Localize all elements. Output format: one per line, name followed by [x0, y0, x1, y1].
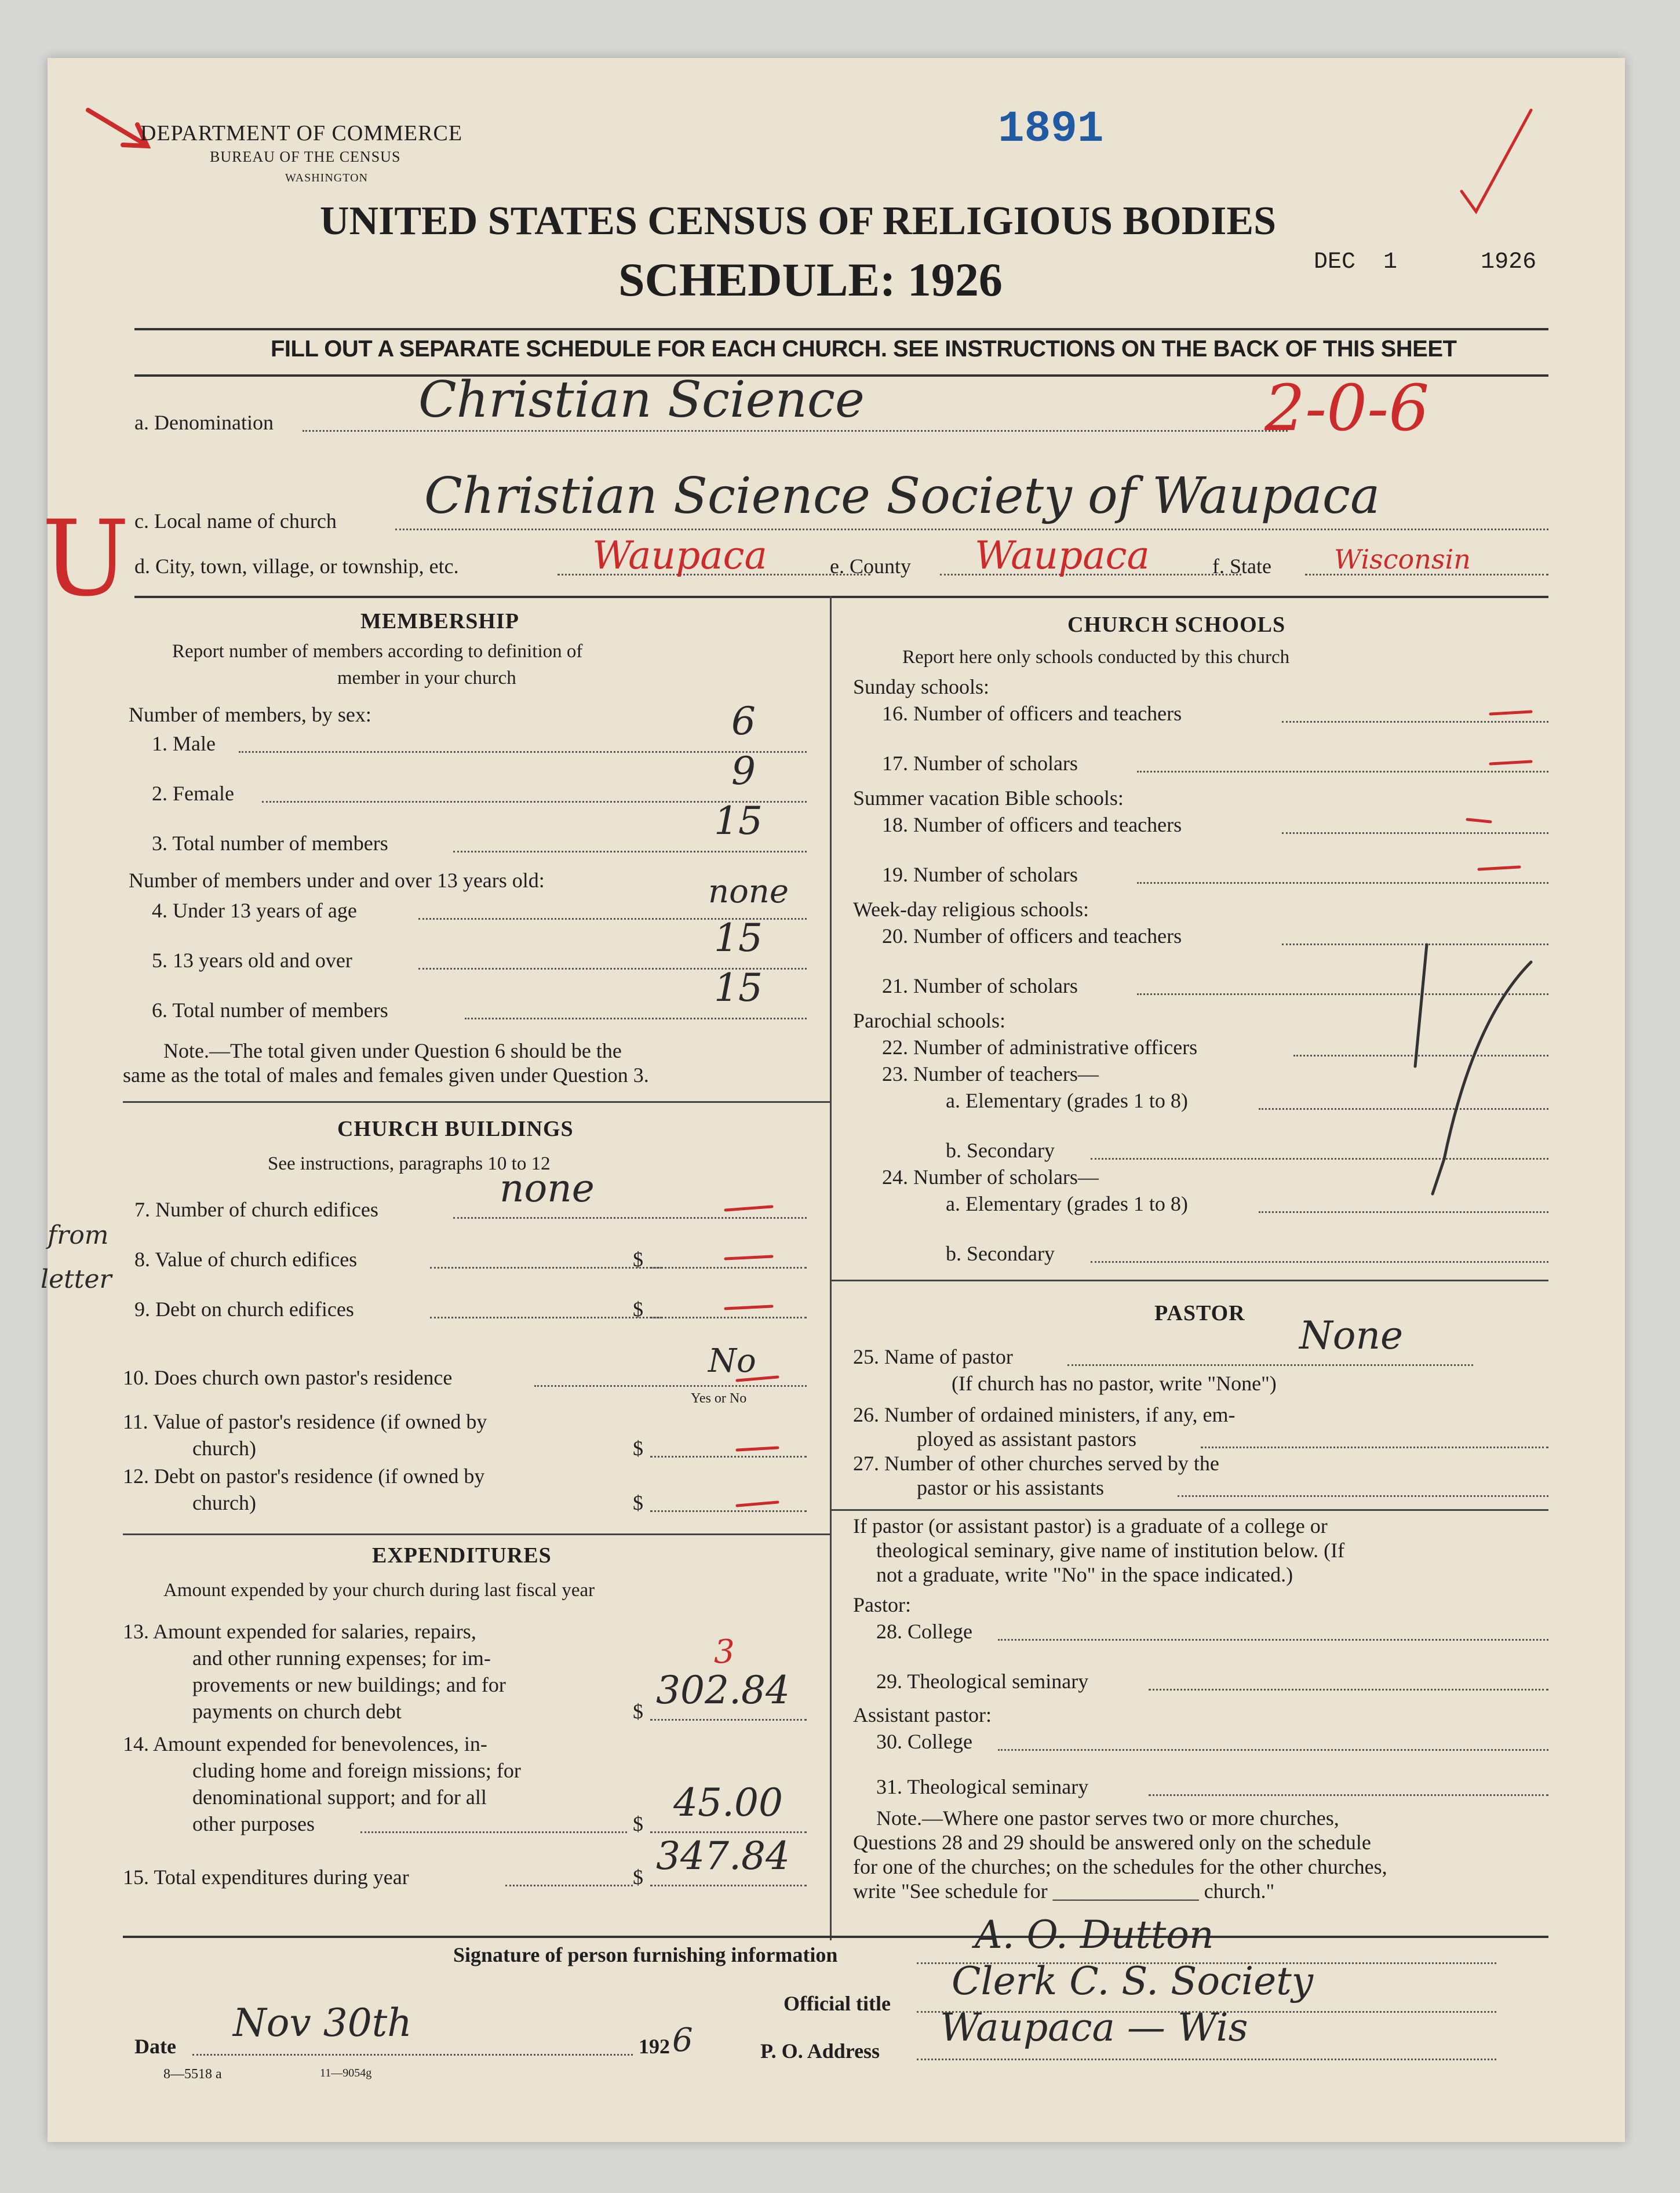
q15-label: 15. Total expenditures during year [123, 1866, 409, 1889]
q1-line [239, 751, 807, 753]
city-value: Waupaca [592, 533, 767, 578]
rule [123, 1101, 830, 1103]
q14-label-c: denominational support; and for all [192, 1786, 487, 1809]
city-label: d. City, town, village, or township, etc. [134, 555, 459, 578]
po-address-value: Waupaca — Wis [940, 2005, 1248, 2050]
school-marks [1346, 695, 1554, 1217]
q8-line [430, 1267, 662, 1269]
schools-heading: CHURCH SCHOOLS [1067, 613, 1286, 637]
q7-value: none [500, 1166, 595, 1211]
q21-label: 21. Number of scholars [882, 974, 1078, 997]
q30-line [998, 1749, 1548, 1751]
official-title-label: Official title [783, 1992, 891, 2015]
q18-label: 18. Number of officers and teachers [882, 813, 1182, 836]
official-title-value: Clerk C. S. Society [952, 1959, 1314, 2003]
sunday-label: Sunday schools: [853, 675, 990, 698]
column-divider [830, 596, 832, 1940]
q15-value-line [650, 1885, 807, 1886]
church-name-label: c. Local name of church [134, 509, 337, 533]
county-label: e. County [830, 555, 911, 578]
washington-line: WASHINGTON [285, 172, 368, 184]
rule [134, 596, 1548, 598]
membership-note2: same as the total of males and females given under Question 3. [123, 1063, 649, 1087]
q24-label: 24. Number of scholars— [882, 1165, 1099, 1189]
by-sex-label: Number of members, by sex: [129, 703, 371, 726]
church-name-value: Christian Science Society of Waupaca [424, 467, 1380, 525]
membership-heading: MEMBERSHIP [360, 609, 519, 633]
rule [123, 1533, 830, 1535]
schools-sub: Report here only schools conducted by this church [902, 647, 1290, 668]
rule [134, 328, 1548, 330]
q11-label-a: 11. Value of pastor's residence (if owned by [123, 1410, 487, 1433]
q31-label: 31. Theological seminary [876, 1775, 1089, 1798]
denomination-label: a. Denomination [134, 411, 274, 434]
q7-label: 7. Number of church edifices [134, 1198, 378, 1221]
denomination-value: Christian Science [418, 371, 865, 429]
q17-label: 17. Number of scholars [882, 752, 1078, 775]
q6-label: 6. Total number of members [152, 999, 388, 1022]
signature-value: A. O. Dutton [975, 1913, 1214, 1957]
age-intro-label: Number of members under and over 13 years old: [129, 869, 545, 892]
q9-dollar: $ [633, 1298, 643, 1321]
q13-red-mark: 3 [714, 1633, 735, 1671]
form-number: 8—5518 a [163, 2067, 222, 2082]
q26-label-b: ployed as assistant pastors [917, 1427, 1136, 1451]
date-stamp-year: 1926 [1481, 249, 1537, 275]
q6-line [465, 1018, 807, 1019]
q14-line [360, 1831, 627, 1833]
q14-value: 45.00 [673, 1780, 783, 1825]
pastor-note-1: Note.—Where one pastor serves two or more churches, [876, 1806, 1339, 1830]
q24b-line [1091, 1261, 1548, 1263]
membership-sub1: Report number of members according to definition of [172, 641, 583, 662]
pastor-heading: PASTOR [1154, 1301, 1245, 1325]
date-value: Nov 30th [233, 2001, 412, 2045]
q13-value-line [650, 1719, 807, 1721]
pastor-note-3: for one of the churches; on the schedules for the other churches, [853, 1855, 1387, 1878]
q28-label: 28. College [876, 1620, 972, 1643]
q13-dollar: $ [633, 1700, 643, 1723]
margin-note-from: from [48, 1221, 109, 1250]
yes-or-no-caption: Yes or No [691, 1391, 747, 1406]
pastor-note-2: Questions 28 and 29 should be answered only on the schedule [853, 1831, 1371, 1854]
u-mark: U [42, 498, 130, 620]
q13-label-b: and other running expenses; for im- [192, 1646, 491, 1670]
census-form-sheet [41, 58, 1625, 2142]
q14-label-d: other purposes [192, 1812, 315, 1835]
schedule-title: SCHEDULE: 1926 [618, 253, 1003, 306]
po-address-line [917, 2059, 1496, 2060]
q24a-label: a. Elementary (grades 1 to 8) [946, 1192, 1188, 1215]
q13-value: 302.84 [656, 1668, 790, 1713]
q8-label: 8. Value of church edifices [134, 1248, 358, 1271]
church-name-line [395, 529, 1548, 530]
q16-label: 16. Number of officers and teachers [882, 702, 1182, 725]
signature-label: Signature of person furnishing information [453, 1943, 838, 1966]
buildings-heading: CHURCH BUILDINGS [337, 1117, 574, 1141]
bureau-line: BUREAU OF THE CENSUS [210, 148, 401, 165]
parochial-label: Parochial schools: [853, 1009, 1005, 1032]
q29-line [1149, 1689, 1548, 1691]
q23a-label: a. Elementary (grades 1 to 8) [946, 1089, 1188, 1112]
print-number: 11—9054g [320, 2067, 372, 2079]
instruction-line: FILL OUT A SEPARATE SCHEDULE FOR EACH CHURCH. SEE INSTRUCTIONS ON THE BACK OF THIS SHEET [271, 336, 1457, 362]
q12-label-b: church) [192, 1491, 256, 1514]
q25-label: 25. Name of pastor [853, 1345, 1013, 1368]
q13-label-d: payments on church debt [192, 1700, 402, 1723]
q15-dollar: $ [633, 1866, 643, 1889]
q9-line [430, 1317, 662, 1318]
q1-label: 1. Male [152, 732, 216, 755]
q1-value: 6 [731, 699, 756, 744]
year-prefix: 192 [639, 2035, 670, 2058]
q23b-label: b. Secondary [946, 1139, 1055, 1162]
q14-label-a: 14. Amount expended for benevolences, in- [123, 1732, 487, 1755]
denomination-line [303, 430, 1288, 432]
department-line: DEPARTMENT OF COMMERCE [140, 121, 463, 145]
q25-note: (If church has no pastor, write "None") [952, 1372, 1277, 1395]
date-label: Date [134, 2035, 176, 2058]
pastor-sublabel: Pastor: [853, 1593, 912, 1616]
q3-label: 3. Total number of members [152, 832, 388, 855]
q28-line [998, 1639, 1548, 1641]
q9-label: 9. Debt on church edifices [134, 1298, 354, 1321]
q10-value: No [708, 1342, 756, 1380]
q13-label-a: 13. Amount expended for salaries, repairs, [123, 1620, 476, 1643]
q20-label: 20. Number of officers and teachers [882, 924, 1182, 948]
buildings-sub: See instructions, paragraphs 10 to 12 [268, 1153, 551, 1174]
q14-value-line [650, 1831, 807, 1833]
q25-line [1067, 1364, 1473, 1366]
grad-text-2: theological seminary, give name of institution below. (If [876, 1539, 1345, 1562]
q26-line [1201, 1447, 1548, 1448]
rule [123, 1936, 1548, 1938]
code-mark: 2-0-6 [1264, 371, 1430, 445]
q19-label: 19. Number of scholars [882, 863, 1078, 886]
grad-text-3: not a graduate, write "No" in the space indicated.) [876, 1563, 1293, 1586]
q25-value: None [1299, 1313, 1404, 1358]
membership-sub2: member in your church [337, 668, 516, 688]
county-value: Waupaca [975, 533, 1150, 578]
state-value: Wisconsin [1334, 544, 1471, 575]
red-dash-marks [714, 1194, 830, 1542]
q31-line [1149, 1794, 1548, 1796]
q27-label-a: 27. Number of other churches served by the [853, 1452, 1219, 1475]
expenditures-heading: EXPENDITURES [372, 1543, 552, 1568]
q23-label: 23. Number of teachers— [882, 1062, 1099, 1085]
stamp-number: 1891 [998, 104, 1104, 154]
q5-label: 5. 13 years old and over [152, 949, 352, 972]
q29-label: 29. Theological seminary [876, 1670, 1089, 1693]
asst-pastor-sublabel: Assistant pastor: [853, 1703, 992, 1726]
q3-value: 15 [714, 799, 763, 843]
date-stamp-day: 1 [1383, 249, 1398, 275]
q13-label-c: provements or new buildings; and for [192, 1673, 506, 1696]
q10-label: 10. Does church own pastor's residence [123, 1366, 453, 1389]
q15-line [505, 1885, 633, 1886]
q12-label-a: 12. Debt on pastor's residence (if owned by [123, 1465, 485, 1488]
rule [830, 1280, 1548, 1281]
q11-dollar: $ [633, 1437, 643, 1460]
rule [830, 1509, 1548, 1511]
q14-dollar: $ [633, 1812, 643, 1835]
q4-label: 4. Under 13 years of age [152, 899, 357, 922]
red-check-mark [1450, 104, 1543, 220]
date-stamp-month: DEC [1314, 249, 1356, 275]
margin-note-letter: letter [41, 1265, 112, 1294]
q4-value: none [708, 873, 789, 910]
state-label: f. State [1212, 555, 1271, 578]
q30-label: 30. College [876, 1730, 972, 1753]
membership-note1: Note.—The total given under Question 6 should be the [163, 1039, 622, 1062]
pastor-note-4: write "See schedule for ______________ church." [853, 1879, 1275, 1903]
grad-text-1: If pastor (or assistant pastor) is a graduate of a college or [853, 1514, 1328, 1538]
q2-label: 2. Female [152, 782, 234, 805]
po-address-label: P. O. Address [760, 2039, 880, 2063]
q5-value: 15 [714, 916, 763, 960]
q11-label-b: church) [192, 1437, 256, 1460]
q27-line [1178, 1495, 1548, 1497]
q8-dollar: $ [633, 1248, 643, 1271]
summer-label: Summer vacation Bible schools: [853, 786, 1124, 810]
date-line [192, 2054, 633, 2056]
q26-label-a: 26. Number of ordained ministers, if any, em- [853, 1403, 1236, 1426]
q12-dollar: $ [633, 1491, 643, 1514]
q24b-label: b. Secondary [946, 1242, 1055, 1265]
weekday-label: Week-day religious schools: [853, 898, 1089, 921]
q27-label-b: pastor or his assistants [917, 1476, 1104, 1499]
q3-line [453, 851, 807, 853]
q6-value: 15 [714, 966, 763, 1010]
expenditures-sub: Amount expended by your church during last fiscal year [163, 1580, 595, 1601]
date-stamp [1314, 249, 1536, 275]
q22-label: 22. Number of administrative officers [882, 1036, 1198, 1059]
q14-label-b: cluding home and foreign missions; for [192, 1759, 521, 1782]
year-suffix: 6 [672, 2021, 693, 2059]
form-title: UNITED STATES CENSUS OF RELIGIOUS BODIES [320, 199, 1277, 243]
q2-value: 9 [731, 749, 756, 793]
q15-value: 347.84 [656, 1834, 790, 1878]
